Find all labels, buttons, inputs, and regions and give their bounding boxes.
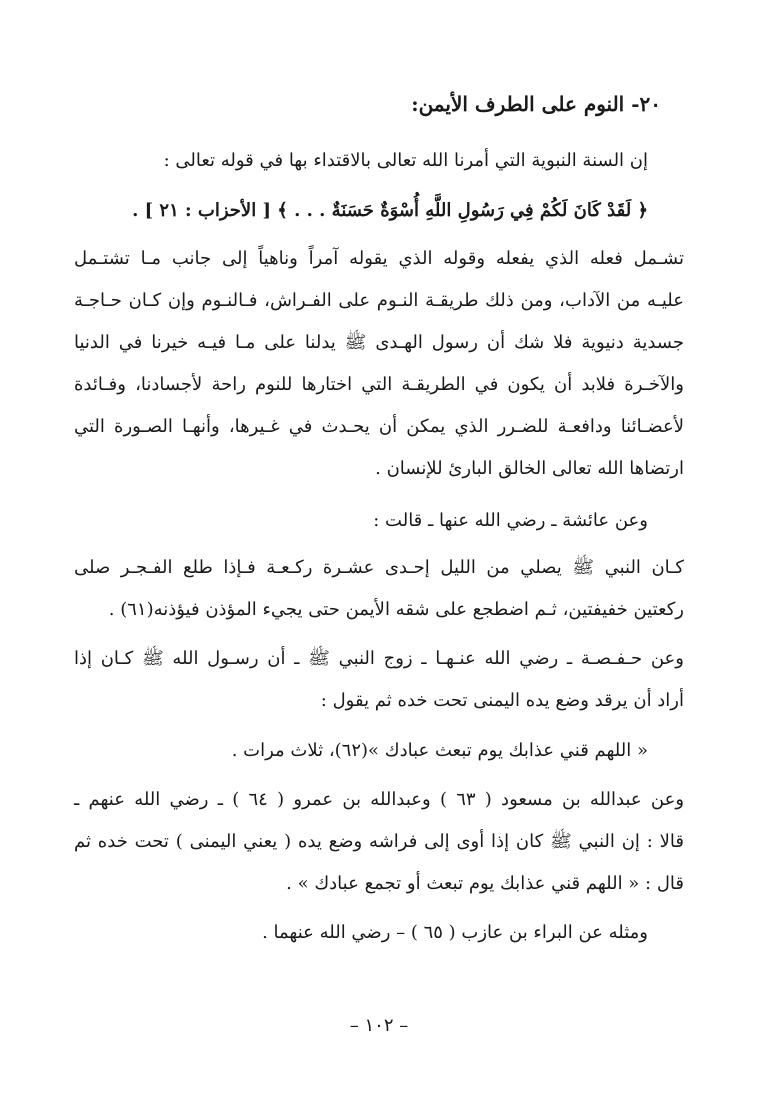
intro-line: إن السنة النبوية التي أمرنا الله تعالى بالاقتداء بها في قوله تعالى : (163, 150, 648, 171)
page-number: – ١٠٢ – (349, 1015, 409, 1036)
hadith-line: ومثله عن البراء بن عازب ( ٦٥ ) – رضي الله عنهما . (262, 922, 648, 943)
hadith-line: أراد أن يرقد وضع يده اليمنى تحت خده ثم يقول : (320, 690, 684, 711)
paragraph-line: تشـمل فعله الذي يفعله وقوله الذي يقوله آمراً وناهياً إلى جانب مـا تشتـمل (74, 248, 684, 269)
paragraph-line: ارتضاها الله تعالى الخالق البارئ للإنسان . (375, 458, 684, 479)
paragraph-line: والآخـرة فلابد أن يكون في الطريقـة التي اختارها للنوم راحة لأجسادنا، وفـائدة (74, 374, 684, 395)
hadith-line: قالا : إن النبي ﷺ كان إذا أوى إلى فراشه وضع يده ( يعني اليمنى ) تحت خده ثم (74, 831, 684, 852)
quran-verse: ﴿ لَقَدْ كَانَ لَكُمْ فِي رَسُولِ اللَّهِ أُسْوَةٌ حَسَنَةٌ . . . ﴾ [ الأحزاب : ٢١ ] . (132, 200, 648, 221)
hadith-line: كـان النبي ﷺ يصلي من الليل إحـدى عشـرة ركـعـة فـإذا طلع الفـجـر صلى (74, 557, 684, 578)
hadith-line: وعن حـفـصـة ـ رضي الله عنـهـا ـ زوج النبي ﷺ ـ أن رسـول الله ﷺ كـان إذا (74, 648, 684, 669)
hadith-line: قال : « اللهم قني عذابك يوم تبعث أو تجمع عبادك » . (286, 873, 684, 894)
paragraph-line: جسدية دنيوية فلا شك أن رسول الهـدى ﷺ يدلنا على مـا فيـه خيرنا في الدنيا (74, 332, 684, 353)
paragraph-line: عليـه من الآداب، ومن ذلك طريقـة النـوم على الفـراش، فـالنـوم وإن كـان حـاجـة (74, 290, 684, 311)
section-heading: ٢٠- النوم على الطرف الأيمن: (411, 92, 661, 116)
hadith-line: وعن عبدالله بن مسعود ( ٦٣ ) وعبدالله بن عمرو ( ٦٤ ) ـ رضي الله عنهم ـ (74, 789, 685, 810)
supplication-line: « اللهم قني عذابك يوم تبعث عبادك »(٦٢)، ثلاث مرات . (231, 740, 648, 761)
narration-intro: وعن عائشة ـ رضي الله عنها ـ قالت : (373, 510, 648, 531)
hadith-line: ركعتين خفيفتين، ثـم اضطجع على شقه الأيمن حتى يجيء المؤذن فيؤذنه(٦١) . (108, 599, 684, 620)
paragraph-line: لأعضـائنا ودافعـة للضـرر الذي يمكن أن يحـدث في غـيرها، وأنهـا الصـورة التي (74, 416, 684, 437)
